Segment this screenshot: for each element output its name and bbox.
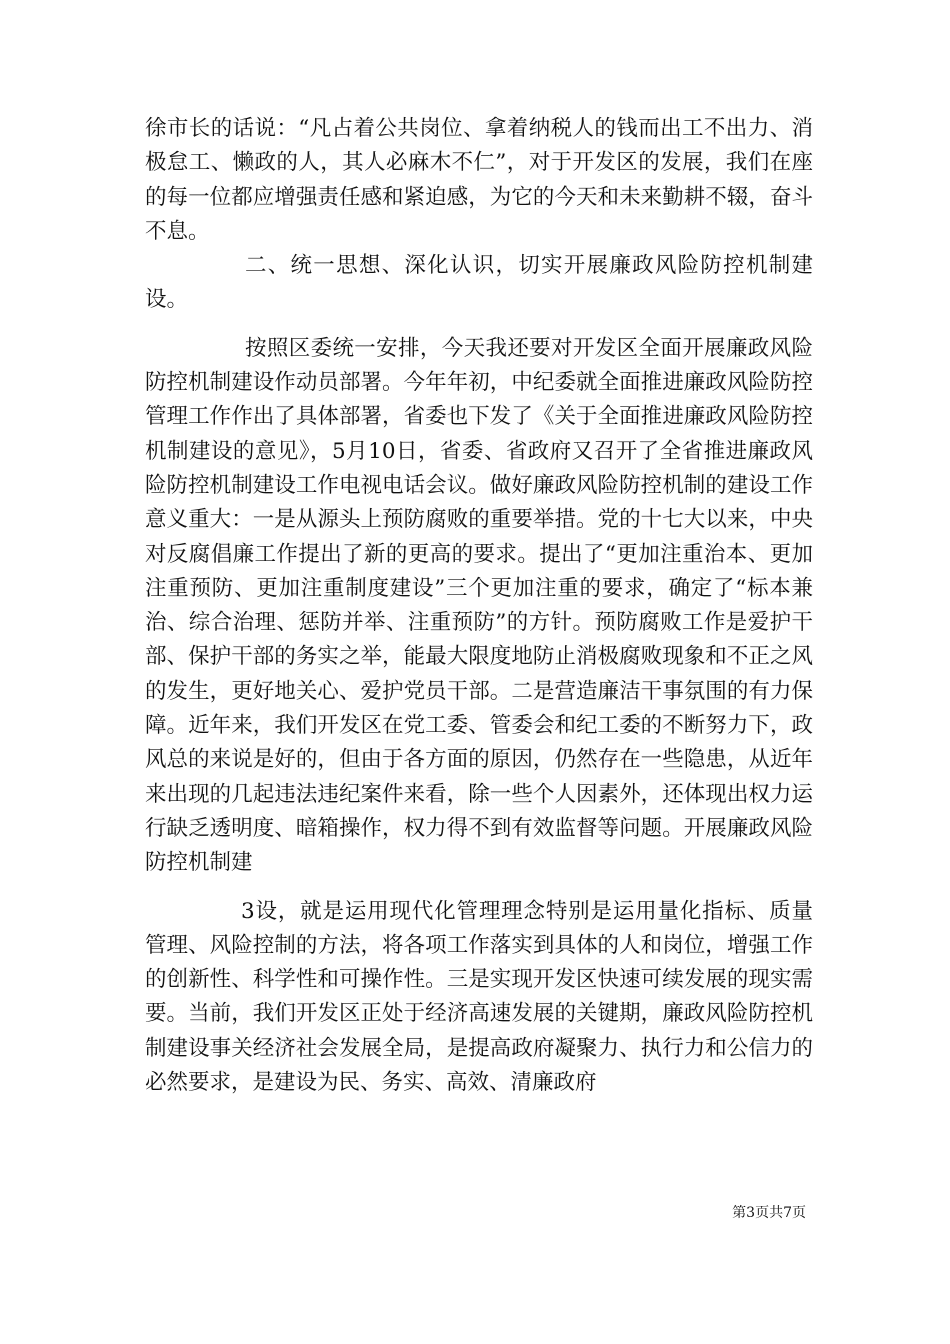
document-body	[145, 112, 813, 1100]
paragraph-4: 3设，就是运用现代化管理理念特别是运用量化指标、质量管理、风险控制的方法，将各项工作落实到具体的人和岗位，增强工作的创新性、科学性和可操作性。三是实现开发区快速可续发展的现实需要。当前，我们开发区正处于经济高速发展的关键期，廉政风险防控机制建设事关经济社会发展全局，是提高政府凝聚力、执行力和公信力的必然要求，是建设为民、务实、高效、清廉政府	[145, 898, 813, 1096]
page-number-footer: 第3页共7页	[732, 1205, 806, 1221]
section-heading-2: 二、统一思想、深化认识，切实开展廉政风险防控机制建设。	[145, 253, 813, 313]
paragraph-3: 按照区委统一安排，今天我还要对开发区全面开展廉政风险防控机制建设作动员部署。今年年初，中纪委就全面推进廉政风险防控管理工作作出了具体部署，省委也下发了《关于全面推进廉政风险防控机制建设的意见》，5月10日，省委、省政府又召开了全省推进廉政风险防控机制建设工作电视电话会议。做好廉政风险防控机制的建设工作意义重大：一是从源头上预防腐败的重要举措。党的十七大以来，中央对反腐倡廉工作提出了新的更高的要求。提出了“更加注重治本、更加注重预防、更加注重制度建设”三个更加注重的要求，确定了“标本兼治、综合治理、惩防并举、注重预防”的方针。预防腐败工作是爱护干部、保护干部的务实之举，能最大限度地防止消极腐败现象和不正之风的发生，更好地关心、爱护党员干部。二是营造廉洁干事氛围的有力保障。近年来，我们开发区在党工委、管委会和纪工委的不断努力下，政风总的来说是好的，但由于各方面的原因，仍然存在一些隐患，从近年来出现的几起违法违纪案件来看，除一些个人因素外，还体现出权力运行缺乏透明度、暗箱操作，权力得不到有效监督等问题。开展廉政风险防控机制建	[145, 335, 813, 876]
paragraph-1: 徐市长的话说：“凡占着公共岗位、拿着纳税人的钱而出工不出力、消极怠工、懒政的人，其人必麻木不仁”，对于开发区的发展，我们在座的每一位都应增强责任感和紧迫感，为它的今天和未来勤耕不辍，奋斗不息。	[145, 116, 813, 244]
